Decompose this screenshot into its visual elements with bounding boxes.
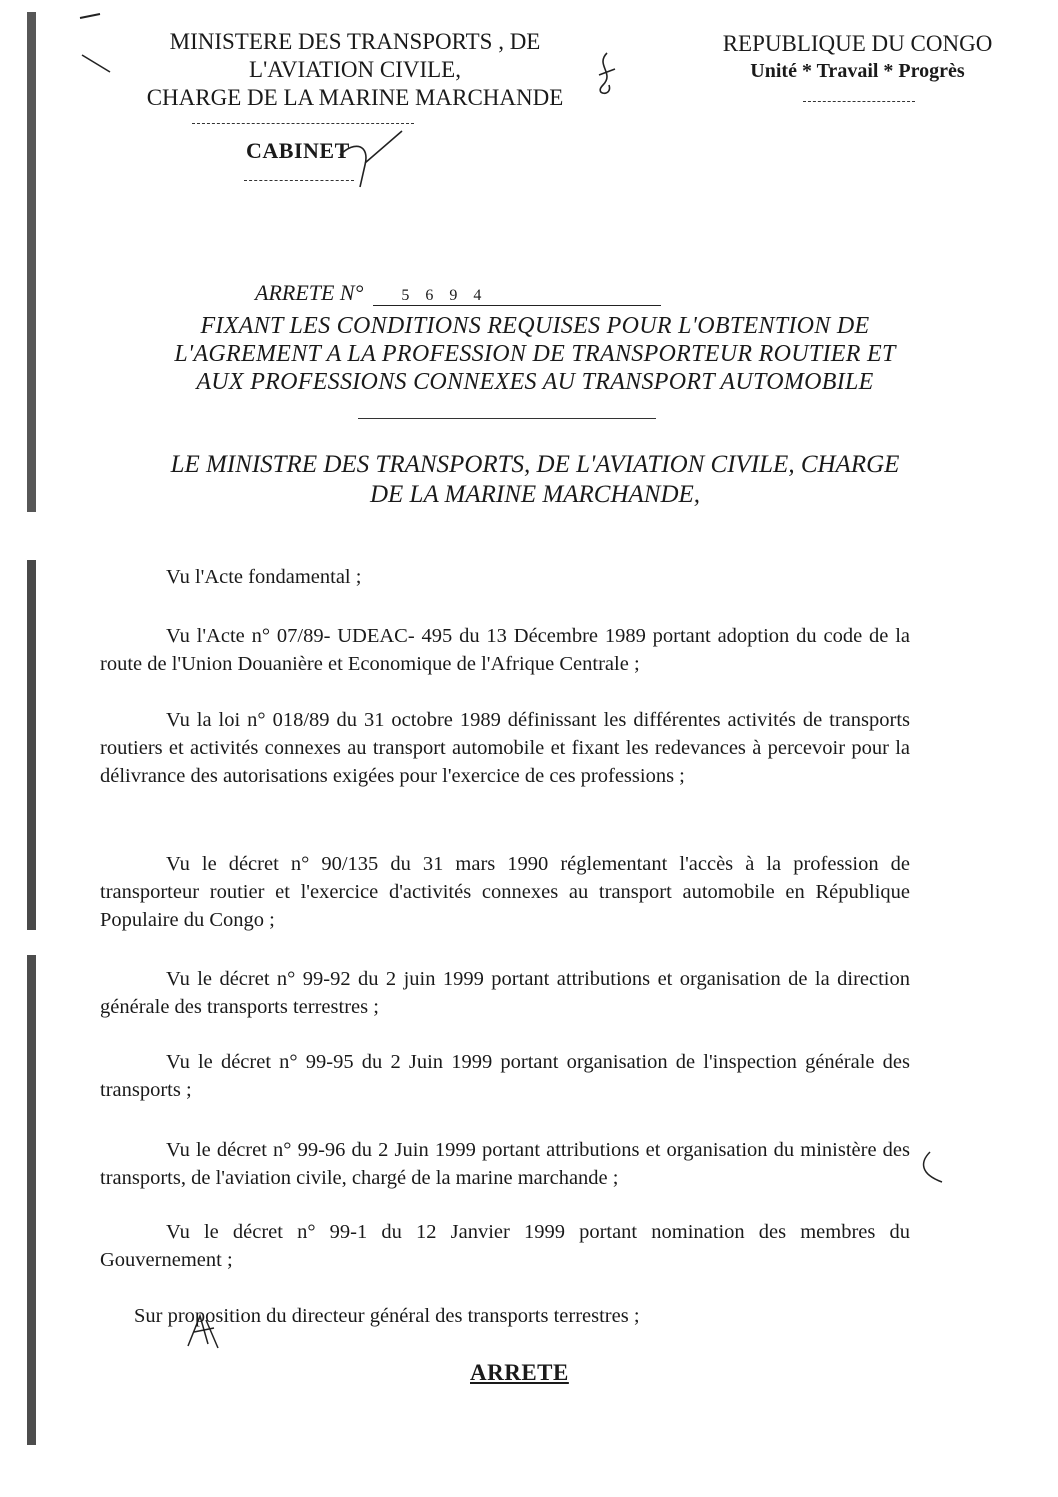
ministry-header: [105, 28, 605, 112]
decree-title-line: AUX PROFESSIONS CONNEXES AU TRANSPORT AUTOMOBILE: [196, 369, 874, 395]
visa-paragraph: [100, 563, 910, 591]
visa-text: Vu la loi n° 018/89 du 31 octobre 1989 définissant les différentes activités de transports routiers et activités connexes au transport automobile et fixant les redevances à percevoir pour la délivrance des autorisations exigées pour l'exercice de ces professions ;: [100, 709, 910, 787]
republic-motto: Unité * Travail * Progrès: [750, 60, 965, 82]
decree-number: 5 6 9 4: [373, 287, 661, 306]
title-divider: [358, 418, 656, 419]
cabinet-label: CABINET: [246, 138, 350, 163]
visa-paragraph: [100, 1136, 910, 1192]
ministry-line: CHARGE DE LA MARINE MARCHANDE: [146, 85, 564, 110]
visa-text: Vu le décret n° 99-95 du 2 Juin 1999 portant organisation de l'inspection générale des transports ;: [100, 1051, 910, 1101]
handwritten-mark: [60, 10, 120, 80]
minister-line: LE MINISTRE DES TRANSPORTS, DE L'AVIATION CIVILE, CHARGE: [170, 451, 900, 478]
minister-heading: [110, 450, 960, 510]
decree-number-line: [255, 280, 661, 306]
republic-header: [700, 30, 1015, 84]
visa-text: Vu le décret n° 99-1 du 12 Janvier 1999 portant nomination des membres du Gouvernement ;: [100, 1221, 910, 1271]
visa-paragraph: [100, 1218, 910, 1274]
republic-divider: [803, 101, 915, 102]
scan-edge: [27, 0, 36, 1497]
republic-name: REPUBLIQUE DU CONGO: [722, 31, 993, 56]
visa-text: Sur proposition du directeur général des transports terrestres ;: [134, 1305, 640, 1327]
visa-text: Vu le décret n° 99-92 du 2 juin 1999 portant attributions et organisation de la direction générale des transports terrestres ;: [100, 968, 910, 1018]
visa-text: Vu le décret n° 99-96 du 2 Juin 1999 portant attributions et organisation du ministère des transports, de l'aviation civile, chargé de la marine marchande ;: [100, 1139, 910, 1189]
visa-text: Vu l'Acte n° 07/89- UDEAC- 495 du 13 Décembre 1989 portant adoption du code de la route de l'Union Douanière et Economique de l'Afrique Centrale ;: [100, 625, 910, 675]
ministry-divider: [192, 123, 414, 124]
minister-line: DE LA MARINE MARCHANDE,: [369, 481, 701, 508]
visa-paragraph: [100, 965, 910, 1021]
decree-title-line: FIXANT LES CONDITIONS REQUISES POUR L'OBTENTION DE: [200, 313, 870, 339]
visa-text: Vu le décret n° 90/135 du 31 mars 1990 réglementant l'accès à la profession de transporteur routier et l'exercice d'activités connexes au transport automobile en République Populaire du Congo ;: [100, 853, 910, 931]
decree-title-line: L'AGREMENT A LA PROFESSION DE TRANSPORTEUR ROUTIER ET: [174, 341, 896, 367]
ministry-line: L'AVIATION CIVILE,: [249, 57, 461, 82]
initials-mark: [585, 45, 625, 105]
signature-check-mark: [330, 125, 410, 195]
visa-paragraph: [100, 622, 910, 678]
ministry-line: MINISTERE DES TRANSPORTS , DE: [169, 29, 541, 54]
visa-paragraph: [100, 850, 910, 934]
decree-title: [110, 312, 960, 396]
visa-text: Vu l'Acte fondamental ;: [166, 566, 362, 588]
decree-label: ARRETE N°: [255, 280, 364, 305]
margin-bracket-mark: [912, 1140, 952, 1190]
visa-paragraph: [100, 1302, 910, 1330]
visa-paragraph: [100, 706, 910, 790]
visa-paragraph: [100, 1048, 910, 1104]
arrete-heading: ARRETE: [470, 1360, 569, 1385]
